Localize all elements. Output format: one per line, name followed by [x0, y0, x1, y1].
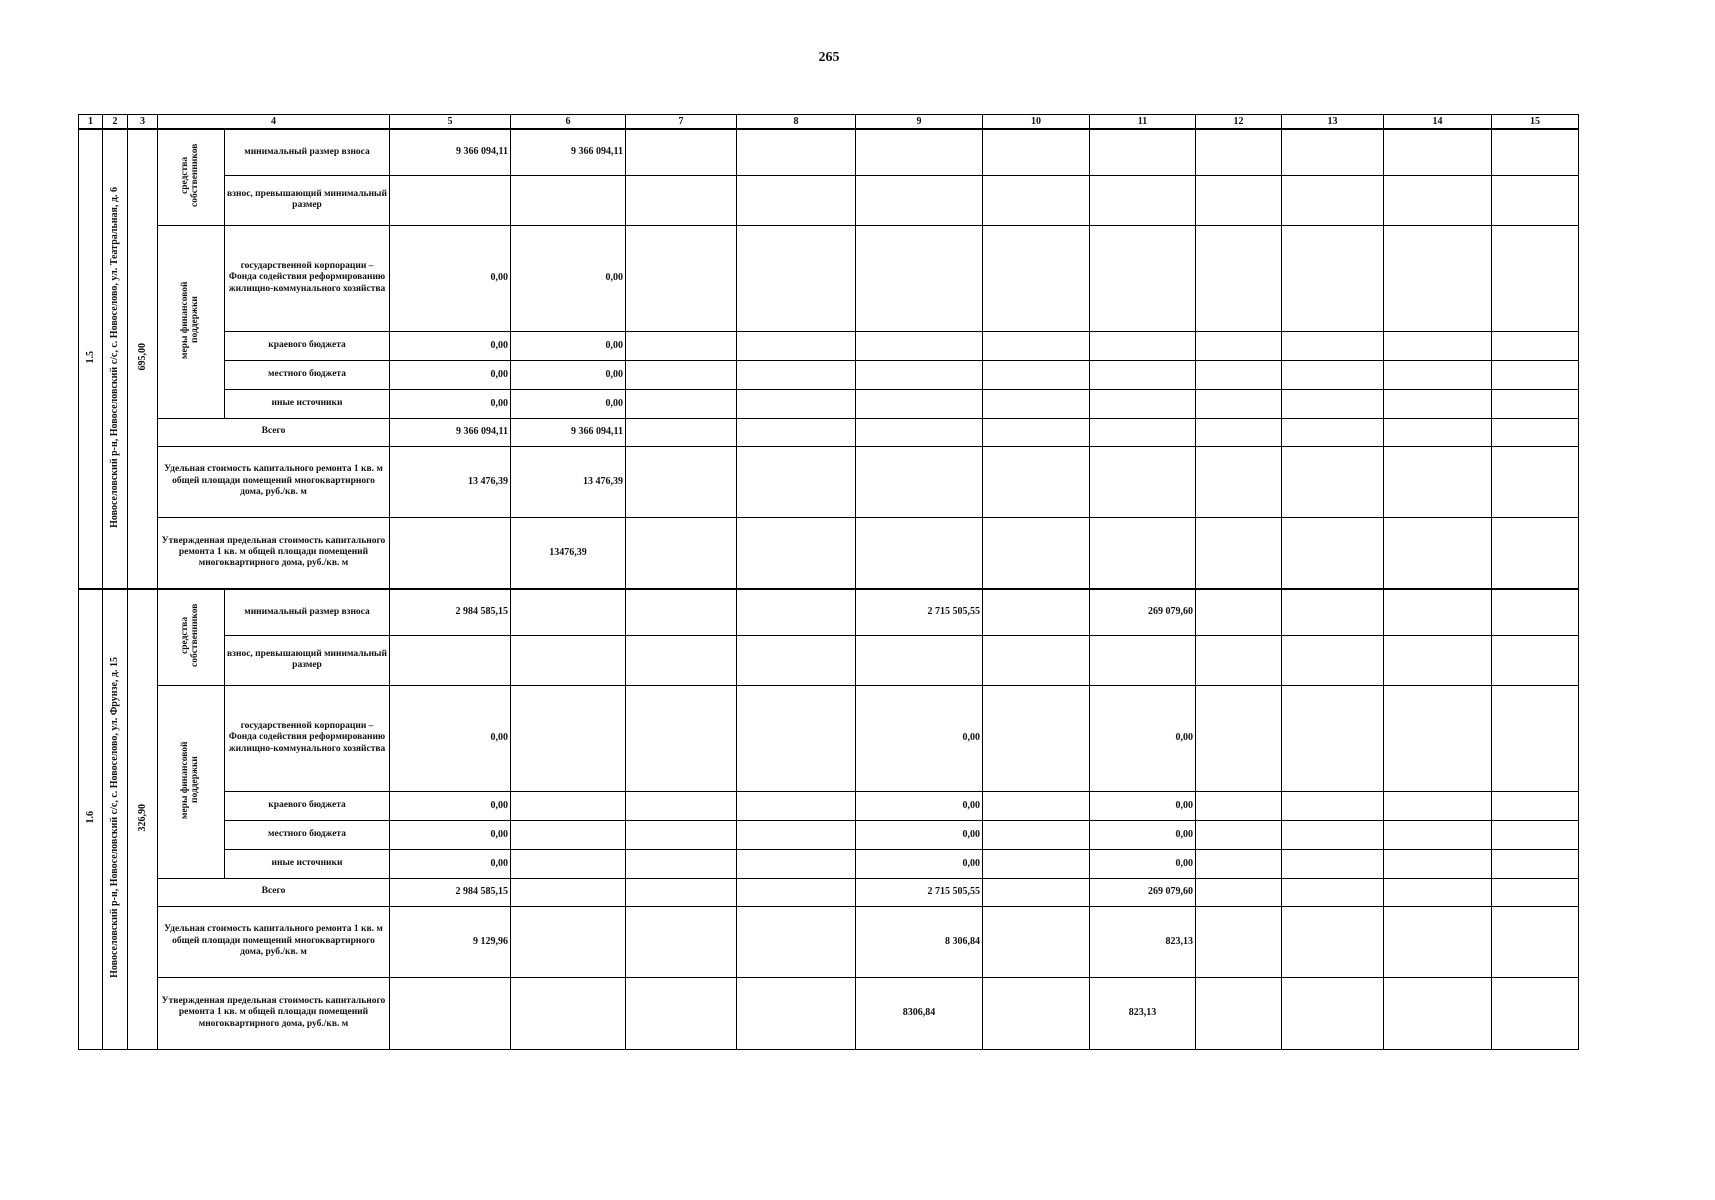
cell-other_sources-c6	[511, 849, 626, 878]
cell-regional_budget-c10	[983, 331, 1090, 360]
cell-excess_contribution-c13	[1282, 175, 1384, 225]
cell-other_sources-c9	[856, 389, 983, 418]
cell-min_contribution-c6: 9 366 094,11	[511, 129, 626, 175]
label-local_budget: местного бюджета	[225, 360, 390, 389]
cell-state_corp-c15	[1492, 225, 1579, 331]
cell-total-c13	[1282, 878, 1384, 906]
cell-local_budget-c6	[511, 820, 626, 849]
cell-regional_budget-c8	[737, 791, 856, 820]
cell-approved_limit-c13	[1282, 977, 1384, 1049]
cell-local_budget-c8	[737, 820, 856, 849]
cell-min_contribution-c14	[1384, 129, 1492, 175]
cell-min_contribution-c13	[1282, 589, 1384, 635]
header-col-5: 5	[390, 115, 511, 130]
cell-unit_cost-c15	[1492, 446, 1579, 517]
cell-total-c7	[626, 418, 737, 446]
cell-total-c11	[1090, 418, 1196, 446]
cell-excess_contribution-c11	[1090, 635, 1196, 685]
cell-approved_limit-c8	[737, 517, 856, 589]
cell-min_contribution-c9: 2 715 505,55	[856, 589, 983, 635]
header-col-8: 8	[737, 115, 856, 130]
cell-other_sources-c10	[983, 389, 1090, 418]
cell-min_contribution-c12	[1196, 589, 1282, 635]
cell-total-c12	[1196, 878, 1282, 906]
row-regional_budget	[79, 791, 1579, 820]
cell-state_corp-c8	[737, 685, 856, 791]
cell-state_corp-c9	[856, 225, 983, 331]
cell-regional_budget-c14	[1384, 331, 1492, 360]
cell-approved_limit-c13	[1282, 517, 1384, 589]
cell-approved_limit-c12	[1196, 517, 1282, 589]
label-state_corp: государственной корпорации – Фонда содействия реформированию жилищно-коммунального хозяйства	[225, 685, 390, 791]
cell-approved_limit-c7	[626, 517, 737, 589]
cell-local_budget-c5: 0,00	[390, 360, 511, 389]
cell-state_corp-c6	[511, 685, 626, 791]
group-financial-support: меры финансовой поддержки	[158, 685, 225, 878]
cell-unit_cost-c6: 13 476,39	[511, 446, 626, 517]
cell-unit_cost-c5: 9 129,96	[390, 906, 511, 977]
cell-approved_limit-c14	[1384, 977, 1492, 1049]
cell-other_sources-c7	[626, 849, 737, 878]
cell-regional_budget-c7	[626, 331, 737, 360]
cell-regional_budget-c11	[1090, 331, 1196, 360]
cell-min_contribution-c14	[1384, 589, 1492, 635]
label-regional_budget: краевого бюджета	[225, 331, 390, 360]
label-other_sources: иные источники	[225, 389, 390, 418]
cell-state_corp-c6: 0,00	[511, 225, 626, 331]
cell-other_sources-c8	[737, 849, 856, 878]
cell-min_contribution-c13	[1282, 129, 1384, 175]
header-col-2: 2	[103, 115, 128, 130]
cell-local_budget-c15	[1492, 360, 1579, 389]
cell-state_corp-c10	[983, 225, 1090, 331]
cell-unit_cost-c14	[1384, 906, 1492, 977]
cell-unit_cost-c9: 8 306,84	[856, 906, 983, 977]
cell-local_budget-c13	[1282, 820, 1384, 849]
cell-other_sources-c15	[1492, 389, 1579, 418]
cell-unit_cost-c14	[1384, 446, 1492, 517]
cell-excess_contribution-c15	[1492, 635, 1579, 685]
cell-other_sources-c14	[1384, 849, 1492, 878]
cell-total-c13	[1282, 418, 1384, 446]
cell-approved_limit-c5	[390, 977, 511, 1049]
row-approved_limit	[79, 517, 1579, 589]
cell-regional_budget-c15	[1492, 331, 1579, 360]
cell-local_budget-c7	[626, 820, 737, 849]
cell-regional_budget-c15	[1492, 791, 1579, 820]
cell-unit_cost-c12	[1196, 446, 1282, 517]
cell-total-c11: 269 079,60	[1090, 878, 1196, 906]
cell-total-c8	[737, 418, 856, 446]
cell-excess_contribution-c6	[511, 175, 626, 225]
cell-state_corp-c11: 0,00	[1090, 685, 1196, 791]
header-col-15: 15	[1492, 115, 1579, 130]
row-regional_budget	[79, 331, 1579, 360]
cell-regional_budget-c14	[1384, 791, 1492, 820]
cell-regional_budget-c8	[737, 331, 856, 360]
cell-excess_contribution-c5	[390, 175, 511, 225]
cell-min_contribution-c12	[1196, 129, 1282, 175]
cell-unit_cost-c7	[626, 906, 737, 977]
cell-excess_contribution-c5	[390, 635, 511, 685]
cell-total-c15	[1492, 418, 1579, 446]
row-local_budget	[79, 360, 1579, 389]
sections-body	[79, 129, 1579, 1049]
cell-unit_cost-c7	[626, 446, 737, 517]
cell-regional_budget-c9: 0,00	[856, 791, 983, 820]
cell-unit_cost-c8	[737, 446, 856, 517]
header-col-12: 12	[1196, 115, 1282, 130]
cell-state_corp-c7	[626, 685, 737, 791]
cell-excess_contribution-c14	[1384, 635, 1492, 685]
cell-min_contribution-c7	[626, 589, 737, 635]
section-number: 1.5	[79, 129, 103, 589]
cell-total-c15	[1492, 878, 1579, 906]
cell-state_corp-c13	[1282, 685, 1384, 791]
cell-unit_cost-c12	[1196, 906, 1282, 977]
cell-state_corp-c13	[1282, 225, 1384, 331]
row-local_budget	[79, 820, 1579, 849]
cell-local_budget-c14	[1384, 820, 1492, 849]
cell-other_sources-c5: 0,00	[390, 849, 511, 878]
cell-min_contribution-c10	[983, 589, 1090, 635]
cell-state_corp-c12	[1196, 685, 1282, 791]
section-area: 695,00	[128, 129, 158, 589]
cell-state_corp-c8	[737, 225, 856, 331]
cell-excess_contribution-c15	[1492, 175, 1579, 225]
header-col-3: 3	[128, 115, 158, 130]
header-col-1: 1	[79, 115, 103, 130]
cell-unit_cost-c5: 13 476,39	[390, 446, 511, 517]
cell-other_sources-c14	[1384, 389, 1492, 418]
cell-excess_contribution-c8	[737, 635, 856, 685]
cell-local_budget-c11: 0,00	[1090, 820, 1196, 849]
row-unit_cost	[79, 446, 1579, 517]
cell-regional_budget-c13	[1282, 791, 1384, 820]
cell-unit_cost-c13	[1282, 906, 1384, 977]
cell-regional_budget-c6: 0,00	[511, 331, 626, 360]
header-col-13: 13	[1282, 115, 1384, 130]
row-min_contribution	[79, 589, 1579, 635]
cell-excess_contribution-c11	[1090, 175, 1196, 225]
cell-local_budget-c9	[856, 360, 983, 389]
cell-regional_budget-c9	[856, 331, 983, 360]
row-state_corp	[79, 685, 1579, 791]
header-col-10: 10	[983, 115, 1090, 130]
cell-other_sources-c11	[1090, 389, 1196, 418]
cell-unit_cost-c11: 823,13	[1090, 906, 1196, 977]
cell-local_budget-c8	[737, 360, 856, 389]
header-col-9: 9	[856, 115, 983, 130]
cell-other_sources-c11: 0,00	[1090, 849, 1196, 878]
label-unit_cost: Удельная стоимость капитального ремонта 1 кв. м общей площади помещений многоквартирного дома, руб./кв. м	[158, 446, 390, 517]
label-excess_contribution: взнос, превышающий минимальный размер	[225, 175, 390, 225]
cell-approved_limit-c5	[390, 517, 511, 589]
cell-local_budget-c5: 0,00	[390, 820, 511, 849]
cell-total-c12	[1196, 418, 1282, 446]
cell-approved_limit-c6	[511, 977, 626, 1049]
cell-excess_contribution-c6	[511, 635, 626, 685]
cell-total-c8	[737, 878, 856, 906]
cell-total-c9: 2 715 505,55	[856, 878, 983, 906]
cell-other_sources-c6: 0,00	[511, 389, 626, 418]
cell-excess_contribution-c13	[1282, 635, 1384, 685]
cell-local_budget-c11	[1090, 360, 1196, 389]
cell-approved_limit-c10	[983, 977, 1090, 1049]
cell-other_sources-c12	[1196, 389, 1282, 418]
cell-local_budget-c9: 0,00	[856, 820, 983, 849]
cell-other_sources-c5: 0,00	[390, 389, 511, 418]
header-col-14: 14	[1384, 115, 1492, 130]
cell-other_sources-c8	[737, 389, 856, 418]
cell-unit_cost-c10	[983, 906, 1090, 977]
section-area: 326,90	[128, 589, 158, 1049]
label-total: Всего	[158, 878, 390, 906]
cell-min_contribution-c15	[1492, 589, 1579, 635]
cell-total-c10	[983, 878, 1090, 906]
cell-approved_limit-c15	[1492, 517, 1579, 589]
row-min_contribution	[79, 129, 1579, 175]
cell-approved_limit-c10	[983, 517, 1090, 589]
section-number: 1.6	[79, 589, 103, 1049]
cell-other_sources-c12	[1196, 849, 1282, 878]
cell-unit_cost-c9	[856, 446, 983, 517]
cell-min_contribution-c5: 9 366 094,11	[390, 129, 511, 175]
cell-total-c14	[1384, 418, 1492, 446]
cell-min_contribution-c8	[737, 129, 856, 175]
cell-regional_budget-c5: 0,00	[390, 791, 511, 820]
cell-unit_cost-c10	[983, 446, 1090, 517]
page-number: 265	[818, 50, 840, 65]
cell-regional_budget-c13	[1282, 331, 1384, 360]
cell-state_corp-c12	[1196, 225, 1282, 331]
cell-approved_limit-c6: 13476,39	[511, 517, 626, 589]
cell-regional_budget-c12	[1196, 331, 1282, 360]
cell-excess_contribution-c8	[737, 175, 856, 225]
row-excess_contribution	[79, 175, 1579, 225]
cell-min_contribution-c11: 269 079,60	[1090, 589, 1196, 635]
row-approved_limit	[79, 977, 1579, 1049]
cell-unit_cost-c15	[1492, 906, 1579, 977]
cell-unit_cost-c11	[1090, 446, 1196, 517]
cell-local_budget-c15	[1492, 820, 1579, 849]
cell-other_sources-c7	[626, 389, 737, 418]
header-col-4: 4	[158, 115, 390, 130]
cell-approved_limit-c11	[1090, 517, 1196, 589]
cell-excess_contribution-c7	[626, 635, 737, 685]
label-other_sources: иные источники	[225, 849, 390, 878]
cell-state_corp-c15	[1492, 685, 1579, 791]
cell-other_sources-c13	[1282, 849, 1384, 878]
group-owners-funds: средства собственников	[158, 589, 225, 685]
cell-regional_budget-c12	[1196, 791, 1282, 820]
cell-min_contribution-c10	[983, 129, 1090, 175]
group-financial-support: меры финансовой поддержки	[158, 225, 225, 418]
cell-approved_limit-c9: 8306,84	[856, 977, 983, 1049]
label-regional_budget: краевого бюджета	[225, 791, 390, 820]
cell-approved_limit-c14	[1384, 517, 1492, 589]
cell-other_sources-c13	[1282, 389, 1384, 418]
cell-approved_limit-c9	[856, 517, 983, 589]
cell-state_corp-c10	[983, 685, 1090, 791]
cell-approved_limit-c8	[737, 977, 856, 1049]
cell-total-c9	[856, 418, 983, 446]
cell-excess_contribution-c12	[1196, 175, 1282, 225]
label-approved_limit: Утвержденная предельная стоимость капитального ремонта 1 кв. м общей площади помещений многоквартирного дома, руб./кв. м	[158, 517, 390, 589]
cell-regional_budget-c11: 0,00	[1090, 791, 1196, 820]
cell-regional_budget-c6	[511, 791, 626, 820]
row-other_sources	[79, 389, 1579, 418]
cell-state_corp-c14	[1384, 225, 1492, 331]
cell-min_contribution-c7	[626, 129, 737, 175]
cell-local_budget-c7	[626, 360, 737, 389]
cell-approved_limit-c7	[626, 977, 737, 1049]
cell-excess_contribution-c9	[856, 175, 983, 225]
section-address: Новоселовский р-н, Новоселовский с/с, с. Новоселово, ул. Театральная, д. 6	[103, 129, 128, 589]
label-unit_cost: Удельная стоимость капитального ремонта 1 кв. м общей площади помещений многоквартирного дома, руб./кв. м	[158, 906, 390, 977]
cell-state_corp-c11	[1090, 225, 1196, 331]
label-total: Всего	[158, 418, 390, 446]
cell-state_corp-c14	[1384, 685, 1492, 791]
label-state_corp: государственной корпорации – Фонда содействия реформированию жилищно-коммунального хозяйства	[225, 225, 390, 331]
cell-local_budget-c6: 0,00	[511, 360, 626, 389]
header-row	[79, 115, 1579, 130]
section-address: Новоселовский р-н, Новоселовский с/с, с. Новоселово, ул. Фрунзе, д. 15	[103, 589, 128, 1049]
cell-state_corp-c5: 0,00	[390, 685, 511, 791]
cell-other_sources-c10	[983, 849, 1090, 878]
cell-total-c6	[511, 878, 626, 906]
cell-unit_cost-c6	[511, 906, 626, 977]
label-min_contribution: минимальный размер взноса	[225, 589, 390, 635]
label-approved_limit: Утвержденная предельная стоимость капитального ремонта 1 кв. м общей площади помещений многоквартирного дома, руб./кв. м	[158, 977, 390, 1049]
cell-state_corp-c5: 0,00	[390, 225, 511, 331]
cell-excess_contribution-c9	[856, 635, 983, 685]
cell-min_contribution-c5: 2 984 585,15	[390, 589, 511, 635]
cell-local_budget-c10	[983, 360, 1090, 389]
row-total	[79, 418, 1579, 446]
label-min_contribution: минимальный размер взноса	[225, 129, 390, 175]
row-state_corp	[79, 225, 1579, 331]
header-col-11: 11	[1090, 115, 1196, 130]
cell-regional_budget-c5: 0,00	[390, 331, 511, 360]
cell-total-c7	[626, 878, 737, 906]
row-other_sources	[79, 849, 1579, 878]
cell-excess_contribution-c12	[1196, 635, 1282, 685]
cell-total-c5: 2 984 585,15	[390, 878, 511, 906]
row-excess_contribution	[79, 635, 1579, 685]
cell-total-c10	[983, 418, 1090, 446]
cell-approved_limit-c12	[1196, 977, 1282, 1049]
cell-total-c14	[1384, 878, 1492, 906]
cell-total-c6: 9 366 094,11	[511, 418, 626, 446]
cell-excess_contribution-c10	[983, 175, 1090, 225]
cell-excess_contribution-c7	[626, 175, 737, 225]
label-local_budget: местного бюджета	[225, 820, 390, 849]
cell-state_corp-c9: 0,00	[856, 685, 983, 791]
row-total	[79, 878, 1579, 906]
header-col-7: 7	[626, 115, 737, 130]
cell-local_budget-c12	[1196, 820, 1282, 849]
cell-min_contribution-c11	[1090, 129, 1196, 175]
cell-other_sources-c9: 0,00	[856, 849, 983, 878]
cell-unit_cost-c8	[737, 906, 856, 977]
cell-approved_limit-c15	[1492, 977, 1579, 1049]
cell-regional_budget-c10	[983, 791, 1090, 820]
cell-min_contribution-c9	[856, 129, 983, 175]
cell-excess_contribution-c14	[1384, 175, 1492, 225]
cell-local_budget-c14	[1384, 360, 1492, 389]
cell-min_contribution-c8	[737, 589, 856, 635]
cell-other_sources-c15	[1492, 849, 1579, 878]
header-col-6: 6	[511, 115, 626, 130]
cell-local_budget-c12	[1196, 360, 1282, 389]
cell-approved_limit-c11: 823,13	[1090, 977, 1196, 1049]
cell-local_budget-c10	[983, 820, 1090, 849]
cell-regional_budget-c7	[626, 791, 737, 820]
row-unit_cost	[79, 906, 1579, 977]
cell-local_budget-c13	[1282, 360, 1384, 389]
group-owners-funds: средства собственников	[158, 129, 225, 225]
cell-min_contribution-c6	[511, 589, 626, 635]
capital-repair-table	[78, 114, 1579, 1050]
cell-total-c5: 9 366 094,11	[390, 418, 511, 446]
cell-min_contribution-c15	[1492, 129, 1579, 175]
cell-state_corp-c7	[626, 225, 737, 331]
cell-excess_contribution-c10	[983, 635, 1090, 685]
label-excess_contribution: взнос, превышающий минимальный размер	[225, 635, 390, 685]
cell-unit_cost-c13	[1282, 446, 1384, 517]
